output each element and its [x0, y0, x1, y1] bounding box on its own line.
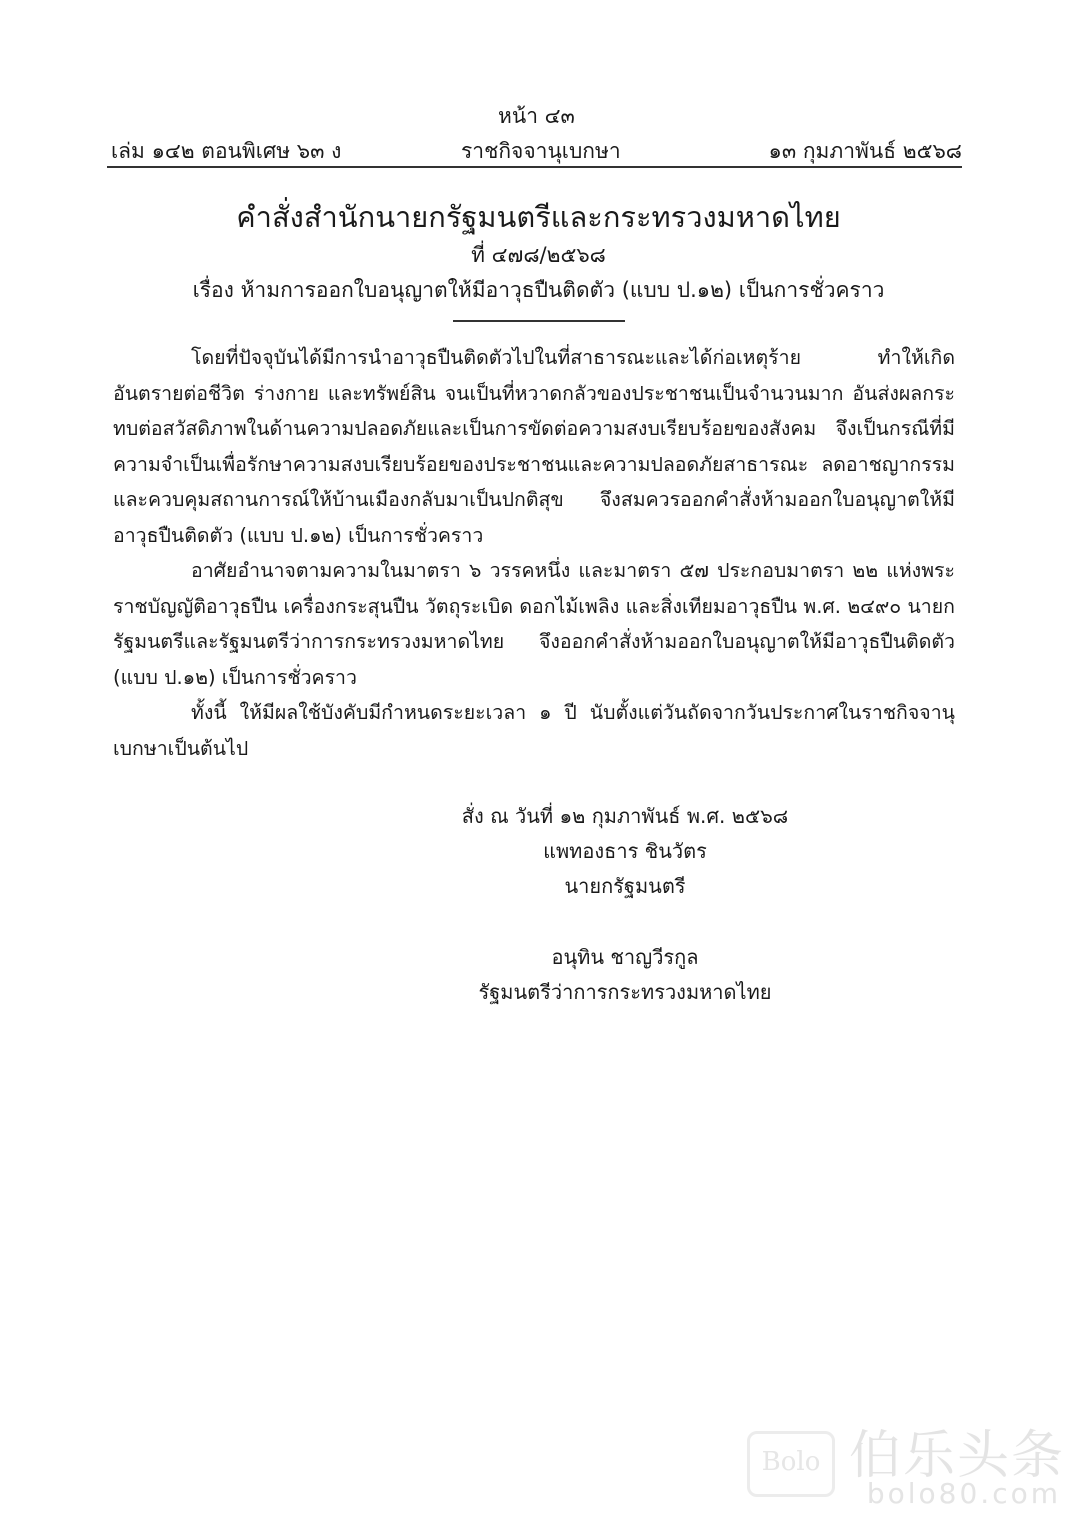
order-body — [113, 340, 955, 766]
watermark — [745, 1409, 1065, 1514]
paragraph-2: อาศัยอำนาจตามความในมาตรา ๖ วรรคหนึ่ง และมาตรา ๕๗ ประกอบมาตรา ๒๒ แห่งพระราชบัญญัติอาวุธปืน เครื่องกระสุนปืน วัตถุระเบิด ดอกไม้เพลิง และสิ่งเทียมอาวุธปืน พ.ศ. ๒๔๙๐ นายกรัฐมนตรีและรัฐมนตรีว่าการกระทรวงมหาดไทย จึงออกคำสั่งห้ามออกใบอนุญาตให้มีอาวุธปืนติดตัว (แบบ ป.๑๒) เป็นการชั่วคราว — [113, 559, 955, 689]
signer1-title: นายกรัฐมนตรี — [564, 874, 686, 898]
page-number: หน้า ๔๓ — [498, 104, 575, 128]
paragraph-3: ทั้งนี้ ให้มีผลใช้บังคับมีกำหนดระยะเวลา ๑ ปี นับตั้งแต่วันถัดจากวันประกาศในราชกิจจานุเบกษาเป็นต้นไป — [113, 701, 955, 760]
header-rule — [107, 166, 962, 168]
subject-rule — [453, 320, 625, 322]
watermark-logo: Bolo — [747, 1431, 835, 1497]
signer1-name: แพทองธาร ชินวัตร — [543, 839, 707, 863]
order-subject: เรื่อง ห้ามการออกใบอนุญาตให้มีอาวุธปืนติดตัว (แบบ ป.๑๒) เป็นการชั่วคราว — [192, 278, 885, 302]
signer2-name: อนุทิน ชาญวีรกูล — [551, 945, 699, 969]
order-date-line: สั่ง ณ วันที่ ๑๒ กุมภาพันธ์ พ.ศ. ๒๕๖๘ — [461, 804, 789, 828]
watermark-url: bolo80.com — [866, 1477, 1061, 1510]
order-number: ที่ ๔๗๘/๒๕๖๘ — [471, 243, 606, 267]
signer2-title: รัฐมนตรีว่าการกระทรวงมหาดไทย — [478, 980, 772, 1004]
order-title: คำสั่งสำนักนายกรัฐมนตรีและกระทรวงมหาดไทย — [236, 200, 841, 234]
gazette-name: ราชกิจจานุเบกษา — [461, 139, 621, 163]
publication-date: ๑๓ กุมภาพันธ์ ๒๕๖๘ — [768, 139, 962, 163]
volume-issue: เล่ม ๑๔๒ ตอนพิเศษ ๖๓ ง — [111, 139, 342, 163]
paragraph-1: โดยที่ปัจจุบันได้มีการนำอาวุธปืนติดตัวไปในที่สาธารณะและได้ก่อเหตุร้าย ทำให้เกิดอันตรายต่อชีวิต ร่างกาย และทรัพย์สิน จนเป็นที่หวาดกลัวของประชาชนเป็นจำนวนมาก อันส่งผลกระทบต่อสวัสดิภาพในด้านความปลอดภัยและเป็นการขัดต่อความสงบเรียบร้อยของสังคม จึงเป็นกรณีที่มีความจำเป็นเพื่อรักษาความสงบเรียบร้อยของประชาชนและความปลอดภัยสาธารณะ ลดอาชญากรรม และควบคุมสถานการณ์ให้บ้านเมืองกลับมาเป็นปกติสุข จึงสมควรออกคำสั่งห้ามออกใบอนุญาตให้มีอาวุธปืนติดตัว (แบบ ป.๑๒) เป็นการชั่วคราว — [113, 346, 955, 547]
watermark-chinese-text: 伯乐头条 — [848, 1426, 1065, 1486]
